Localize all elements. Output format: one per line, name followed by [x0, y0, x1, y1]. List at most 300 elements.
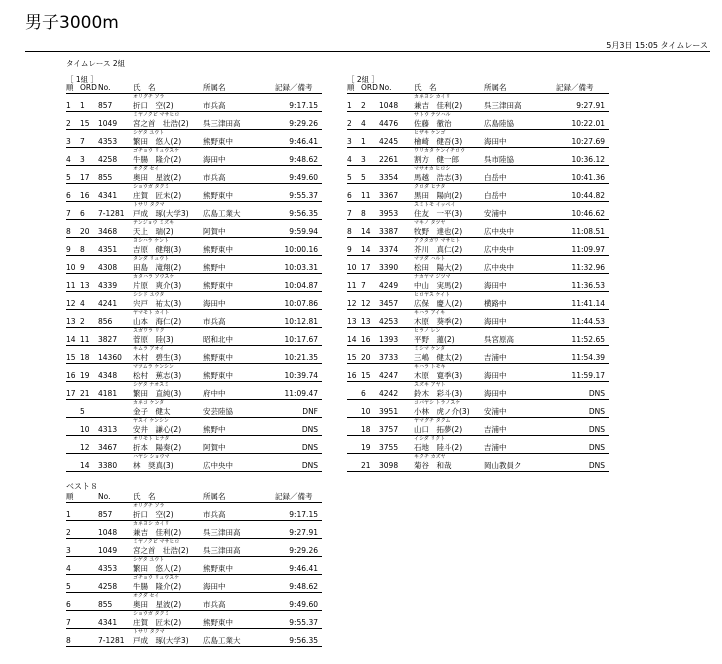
cell-no: 2261	[379, 155, 414, 166]
cell-team: 広島陸協	[484, 119, 556, 130]
athlete-kana: スズキ アヤト	[414, 382, 446, 388]
cell-ord: 10	[80, 425, 98, 436]
kana-spacer	[203, 418, 275, 426]
athlete-kana: サトウ テツハル	[414, 112, 451, 118]
kana-spacer	[98, 220, 133, 228]
cell-team: 熊野東中	[203, 281, 275, 292]
cell-ord: 11	[80, 335, 98, 346]
cell-mark: 11:32.96	[556, 263, 609, 274]
kana-spacer	[80, 112, 98, 120]
cell-rank: 10	[347, 263, 361, 274]
cell-mark: 11:09.47	[275, 389, 322, 400]
table-row	[347, 209, 609, 220]
kana-spacer	[361, 238, 379, 246]
table-row	[66, 263, 322, 274]
table-row	[347, 425, 609, 436]
table-row	[66, 155, 322, 166]
kana-spacer	[98, 382, 133, 390]
athlete-kana: ショウガ タクミ	[133, 184, 170, 190]
cell-rank: 4	[66, 564, 98, 575]
cell-no: 4351	[98, 245, 133, 256]
cell-rank: 16	[347, 371, 361, 382]
cell-ord: 1	[80, 101, 98, 112]
cell-rank: 7	[66, 618, 98, 629]
kana-spacer	[347, 328, 361, 336]
cell-name: 住友 一平(3)	[414, 209, 484, 220]
kana-spacer	[98, 557, 133, 565]
cell-no: 3953	[379, 209, 414, 220]
kana-spacer	[361, 256, 379, 264]
cell-name: 繁田 直純(3)	[133, 389, 203, 400]
table-row	[66, 119, 322, 130]
cell-rank	[347, 407, 361, 418]
cell-name: 片原 爽介(3)	[133, 281, 203, 292]
cell-no: 857	[98, 510, 133, 521]
kana-spacer	[203, 575, 275, 583]
cell-rank	[66, 425, 80, 436]
table-row	[66, 600, 322, 611]
table-row	[347, 389, 609, 400]
cell-no: 4249	[379, 281, 414, 292]
table-row	[66, 191, 322, 202]
cell-ord: 4	[361, 119, 379, 130]
cell-rank: 5	[66, 582, 98, 593]
cell-ord: 14	[361, 245, 379, 256]
row-kana	[347, 166, 609, 174]
athlete-kana: アクタガワ マサヒト	[414, 238, 461, 244]
kana-spacer	[379, 328, 414, 336]
kana-spacer	[484, 238, 556, 246]
cell-ord: 16	[361, 335, 379, 346]
row-kana	[66, 557, 322, 565]
kana-spacer	[275, 382, 322, 390]
kana-spacer	[484, 364, 556, 372]
kana-spacer	[203, 256, 275, 264]
kana-spacer	[484, 382, 556, 390]
cell-no: 4353	[98, 137, 133, 148]
cell-mark: 9:55.37	[275, 618, 322, 629]
athlete-kana: キハラ トモキ	[414, 364, 446, 370]
cell-rank: 4	[347, 155, 361, 166]
kana-spacer	[379, 364, 414, 372]
race-type: タイムレース 2組	[66, 59, 126, 68]
kana-spacer	[80, 202, 98, 210]
kana-spacer	[556, 310, 609, 318]
athlete-kana: オクダ セイ	[133, 166, 160, 172]
cell-no: 3367	[379, 191, 414, 202]
row-kana	[347, 112, 609, 120]
table-row	[66, 510, 322, 521]
table-row	[66, 227, 322, 238]
kana-spacer	[66, 364, 80, 372]
kana-spacer	[98, 238, 133, 246]
kana-spacer	[347, 112, 361, 120]
row-kana	[66, 238, 322, 246]
cell-name: 木原 寛季(3)	[414, 371, 484, 382]
heat2-label: ［ 2組 ］	[347, 75, 380, 84]
cell-name: 宮之首 壮浩(2)	[133, 546, 203, 557]
cell-ord: 18	[361, 425, 379, 436]
cell-no: 3468	[98, 227, 133, 238]
cell-rank: 1	[347, 101, 361, 112]
cell-no: 3827	[98, 335, 133, 346]
cell-name: 平野 蓮(2)	[414, 335, 484, 346]
cell-mark: 11:08.51	[556, 227, 609, 238]
kana-spacer	[379, 436, 414, 444]
cell-team: 市兵高	[203, 600, 275, 611]
heat2-table	[347, 82, 609, 472]
cell-team: 広島工業大	[203, 209, 275, 220]
kana-spacer	[98, 521, 133, 529]
kana-spacer	[556, 220, 609, 228]
cell-name: 山口 拓夢(2)	[414, 425, 484, 436]
heat1-table	[66, 82, 322, 472]
kana-spacer	[98, 593, 133, 601]
col-no: No.	[379, 83, 392, 92]
kana-spacer	[80, 238, 98, 246]
kana-spacer	[203, 503, 275, 511]
page-title: 男子3000m	[25, 13, 119, 33]
row-kana	[66, 184, 322, 192]
kana-spacer	[66, 220, 80, 228]
kana-spacer	[203, 292, 275, 300]
kana-spacer	[80, 382, 98, 390]
cell-mark: 9:49.60	[275, 173, 322, 184]
kana-spacer	[203, 112, 275, 120]
cell-ord: 12	[80, 443, 98, 454]
kana-spacer	[66, 292, 80, 300]
row-kana	[347, 238, 609, 246]
cell-team: 海田中	[203, 155, 275, 166]
kana-spacer	[556, 364, 609, 372]
kana-spacer	[484, 148, 556, 156]
table-row	[66, 335, 322, 346]
table-row	[347, 173, 609, 184]
athlete-kana: マキノ タツヤ	[414, 220, 446, 226]
kana-spacer	[80, 328, 98, 336]
cell-mark: 9:48.62	[275, 155, 322, 166]
athlete-kana: ヨシハラ ケント	[133, 238, 169, 244]
cell-rank	[347, 389, 361, 400]
table-row	[66, 636, 322, 647]
best8-label: ベスト８	[66, 482, 98, 491]
cell-rank: 13	[66, 317, 80, 328]
kana-spacer	[379, 418, 414, 426]
kana-spacer	[484, 184, 556, 192]
table-row	[66, 582, 322, 593]
kana-spacer	[203, 148, 275, 156]
cell-ord: 15	[80, 119, 98, 130]
table-row	[66, 209, 322, 220]
row-kana	[66, 364, 322, 372]
table-row	[66, 281, 322, 292]
table-row	[66, 353, 322, 364]
cell-mark: 10:03.31	[275, 263, 322, 274]
table-row	[66, 137, 322, 148]
kana-spacer	[484, 454, 556, 462]
cell-mark: 10:36.12	[556, 155, 609, 166]
row-kana	[66, 130, 322, 138]
cell-no: 3098	[379, 461, 414, 472]
kana-spacer	[484, 130, 556, 138]
kana-spacer	[98, 148, 133, 156]
kana-spacer	[66, 611, 98, 619]
athlete-kana: オリグチ ソラ	[133, 503, 165, 509]
athlete-kana: イシダ リクト	[414, 436, 446, 442]
athlete-kana: ヤマモト カイト	[133, 310, 170, 316]
cell-rank: 15	[347, 353, 361, 364]
cell-name: 木村 碧生(3)	[133, 353, 203, 364]
athlete-kana: ミヤノクビ マサヒロ	[133, 112, 180, 118]
kana-spacer	[80, 454, 98, 462]
cell-name: 奥田 星波(2)	[133, 173, 203, 184]
cell-team: 阿賀中	[203, 443, 275, 454]
row-kana	[66, 148, 322, 156]
cell-mark: 9:56.35	[275, 636, 322, 647]
cell-name: 松村 蕉志(3)	[133, 371, 203, 382]
kana-spacer	[347, 274, 361, 282]
kana-spacer	[275, 400, 322, 408]
cell-name: 折本 陽奏(2)	[133, 443, 203, 454]
kana-spacer	[347, 202, 361, 210]
athlete-kana: ヒザキ ケンゴ	[414, 130, 446, 136]
table-row	[347, 137, 609, 148]
athlete-kana: ヒロヤス ケイト	[414, 292, 451, 298]
cell-team: 市兵高	[203, 510, 275, 521]
col-name: 氏 名	[414, 83, 437, 92]
cell-team: 市兵高	[203, 173, 275, 184]
table-row	[347, 119, 609, 130]
cell-name: 戸成 琢(大学3)	[133, 636, 203, 647]
cell-rank	[347, 443, 361, 454]
cell-ord: 11	[361, 191, 379, 202]
kana-spacer	[379, 256, 414, 264]
athlete-kana: キムラ アオイ	[133, 346, 165, 352]
cell-ord: 17	[361, 263, 379, 274]
cell-mark: 9:46.41	[275, 564, 322, 575]
cell-rank: 17	[66, 389, 80, 400]
cell-name: 折口 空(2)	[133, 510, 203, 521]
kana-spacer	[66, 112, 80, 120]
cell-name: 芥川 真仁(2)	[414, 245, 484, 256]
kana-spacer	[66, 593, 98, 601]
athlete-kana: オリグチ ソラ	[133, 94, 165, 100]
kana-spacer	[66, 575, 98, 583]
kana-spacer	[484, 112, 556, 120]
kana-spacer	[275, 112, 322, 120]
kana-spacer	[203, 310, 275, 318]
kana-spacer	[98, 400, 133, 408]
kana-spacer	[98, 166, 133, 174]
row-kana	[347, 454, 609, 462]
kana-spacer	[484, 274, 556, 282]
kana-spacer	[347, 220, 361, 228]
kana-spacer	[484, 220, 556, 228]
kana-spacer	[556, 148, 609, 156]
row-kana	[347, 364, 609, 372]
col-ord: ORD	[361, 83, 378, 92]
cell-team: 海田中	[484, 371, 556, 382]
kana-spacer	[275, 256, 322, 264]
kana-spacer	[484, 328, 556, 336]
kana-spacer	[66, 130, 80, 138]
kana-spacer	[379, 202, 414, 210]
cell-team: 呉三津田高	[203, 546, 275, 557]
cell-mark: 10:04.87	[275, 281, 322, 292]
kana-spacer	[98, 346, 133, 354]
table-row	[66, 371, 322, 382]
cell-team: 熊野東中	[203, 618, 275, 629]
col-no: No.	[98, 83, 111, 92]
kana-spacer	[379, 148, 414, 156]
cell-team: 海田中	[203, 299, 275, 310]
kana-spacer	[203, 364, 275, 372]
cell-no: 1048	[379, 101, 414, 112]
kana-spacer	[66, 418, 80, 426]
row-kana	[66, 310, 322, 318]
athlete-kana: ヤスイ ケンシン	[133, 418, 169, 424]
cell-team: 熊野東中	[203, 353, 275, 364]
kana-spacer	[66, 148, 80, 156]
kana-spacer	[361, 310, 379, 318]
cell-team: 熊野中	[203, 425, 275, 436]
kana-spacer	[347, 256, 361, 264]
row-kana	[66, 166, 322, 174]
athlete-kana: ゴチョウ リュウスケ	[133, 148, 180, 154]
table-row	[347, 461, 609, 472]
cell-no: 856	[98, 317, 133, 328]
cell-rank: 14	[347, 335, 361, 346]
kana-spacer	[361, 148, 379, 156]
cell-mark: 10:00.16	[275, 245, 322, 256]
cell-name: 林 奨真(3)	[133, 461, 203, 472]
cell-rank: 8	[347, 227, 361, 238]
kana-spacer	[556, 346, 609, 354]
cell-mark: 9:55.37	[275, 191, 322, 202]
cell-mark: 9:48.62	[275, 582, 322, 593]
cell-mark: 11:54.39	[556, 353, 609, 364]
row-kana	[66, 611, 322, 619]
kana-spacer	[66, 539, 98, 547]
cell-mark: 9:46.41	[275, 137, 322, 148]
cell-rank: 7	[66, 209, 80, 220]
col-name: 氏 名	[133, 492, 156, 501]
kana-spacer	[347, 292, 361, 300]
athlete-kana: シゲタ ユウト	[133, 130, 165, 136]
table-row	[66, 443, 322, 454]
kana-spacer	[203, 184, 275, 192]
athlete-kana: キハラ アイキ	[414, 310, 446, 316]
kana-spacer	[203, 382, 275, 390]
kana-spacer	[361, 112, 379, 120]
kana-spacer	[275, 220, 322, 228]
cell-no: 4181	[98, 389, 133, 400]
kana-spacer	[556, 112, 609, 120]
kana-spacer	[98, 611, 133, 619]
cell-name: 山本 海仁(2)	[133, 317, 203, 328]
kana-spacer	[379, 382, 414, 390]
kana-spacer	[66, 346, 80, 354]
athlete-kana: クロダ ヒナタ	[414, 184, 446, 190]
cell-rank: 11	[66, 281, 80, 292]
cell-name: 折口 空(2)	[133, 101, 203, 112]
athlete-kana: トサリ タクマ	[133, 202, 165, 208]
table-row	[66, 407, 322, 418]
kana-spacer	[379, 166, 414, 174]
cell-rank: 1	[66, 510, 98, 521]
cell-ord: 2	[361, 101, 379, 112]
cell-no: 3380	[98, 461, 133, 472]
table-row	[66, 101, 322, 112]
kana-spacer	[66, 310, 80, 318]
cell-mark: 10:12.81	[275, 317, 322, 328]
athlete-kana: カタハラ ソウスケ	[133, 274, 175, 280]
kana-spacer	[275, 593, 322, 601]
header-rule	[25, 51, 710, 52]
kana-spacer	[275, 539, 322, 547]
table-row	[347, 101, 609, 112]
kana-spacer	[66, 256, 80, 264]
kana-spacer	[98, 454, 133, 462]
kana-spacer	[275, 238, 322, 246]
kana-spacer	[347, 238, 361, 246]
kana-spacer	[361, 382, 379, 390]
cell-team: 広中央中	[484, 245, 556, 256]
cell-mark: 11:41.14	[556, 299, 609, 310]
cell-team: 安芸陸協	[203, 407, 275, 418]
kana-spacer	[556, 166, 609, 174]
cell-ord: 5	[361, 173, 379, 184]
kana-spacer	[361, 454, 379, 462]
athlete-kana: ショウガ タクミ	[133, 611, 170, 617]
col-rank: 順	[66, 83, 74, 92]
kana-spacer	[203, 274, 275, 282]
table-row	[347, 443, 609, 454]
cell-rank	[347, 461, 361, 472]
cell-no: 857	[98, 101, 133, 112]
cell-no: 4339	[98, 281, 133, 292]
kana-spacer	[203, 611, 275, 619]
kana-spacer	[66, 503, 98, 511]
athlete-kana: シゲタ ナオスミ	[133, 382, 170, 388]
cell-rank	[347, 425, 361, 436]
col-rank: 順	[347, 83, 355, 92]
cell-name: 割方 健一郎	[414, 155, 484, 166]
cell-no: 1049	[98, 546, 133, 557]
row-kana	[347, 400, 609, 408]
kana-spacer	[80, 166, 98, 174]
table-row	[347, 263, 609, 274]
cell-name: 吉原 健翔(3)	[133, 245, 203, 256]
row-kana	[347, 94, 609, 102]
cell-ord: 2	[80, 317, 98, 328]
cell-rank: 13	[347, 317, 361, 328]
kana-spacer	[556, 418, 609, 426]
cell-mark: 10:44.82	[556, 191, 609, 202]
table-row	[347, 299, 609, 310]
cell-team: 熊野東中	[203, 137, 275, 148]
kana-spacer	[66, 557, 98, 565]
row-kana	[66, 202, 322, 210]
cell-name: 石地 陸斗(2)	[414, 443, 484, 454]
kana-spacer	[80, 436, 98, 444]
cell-team: 広中央中	[484, 263, 556, 274]
athlete-kana: ワリカタ ケンイチロウ	[414, 148, 466, 154]
row-kana	[66, 539, 322, 547]
kana-spacer	[361, 328, 379, 336]
table-row	[347, 371, 609, 382]
table-row	[66, 173, 322, 184]
